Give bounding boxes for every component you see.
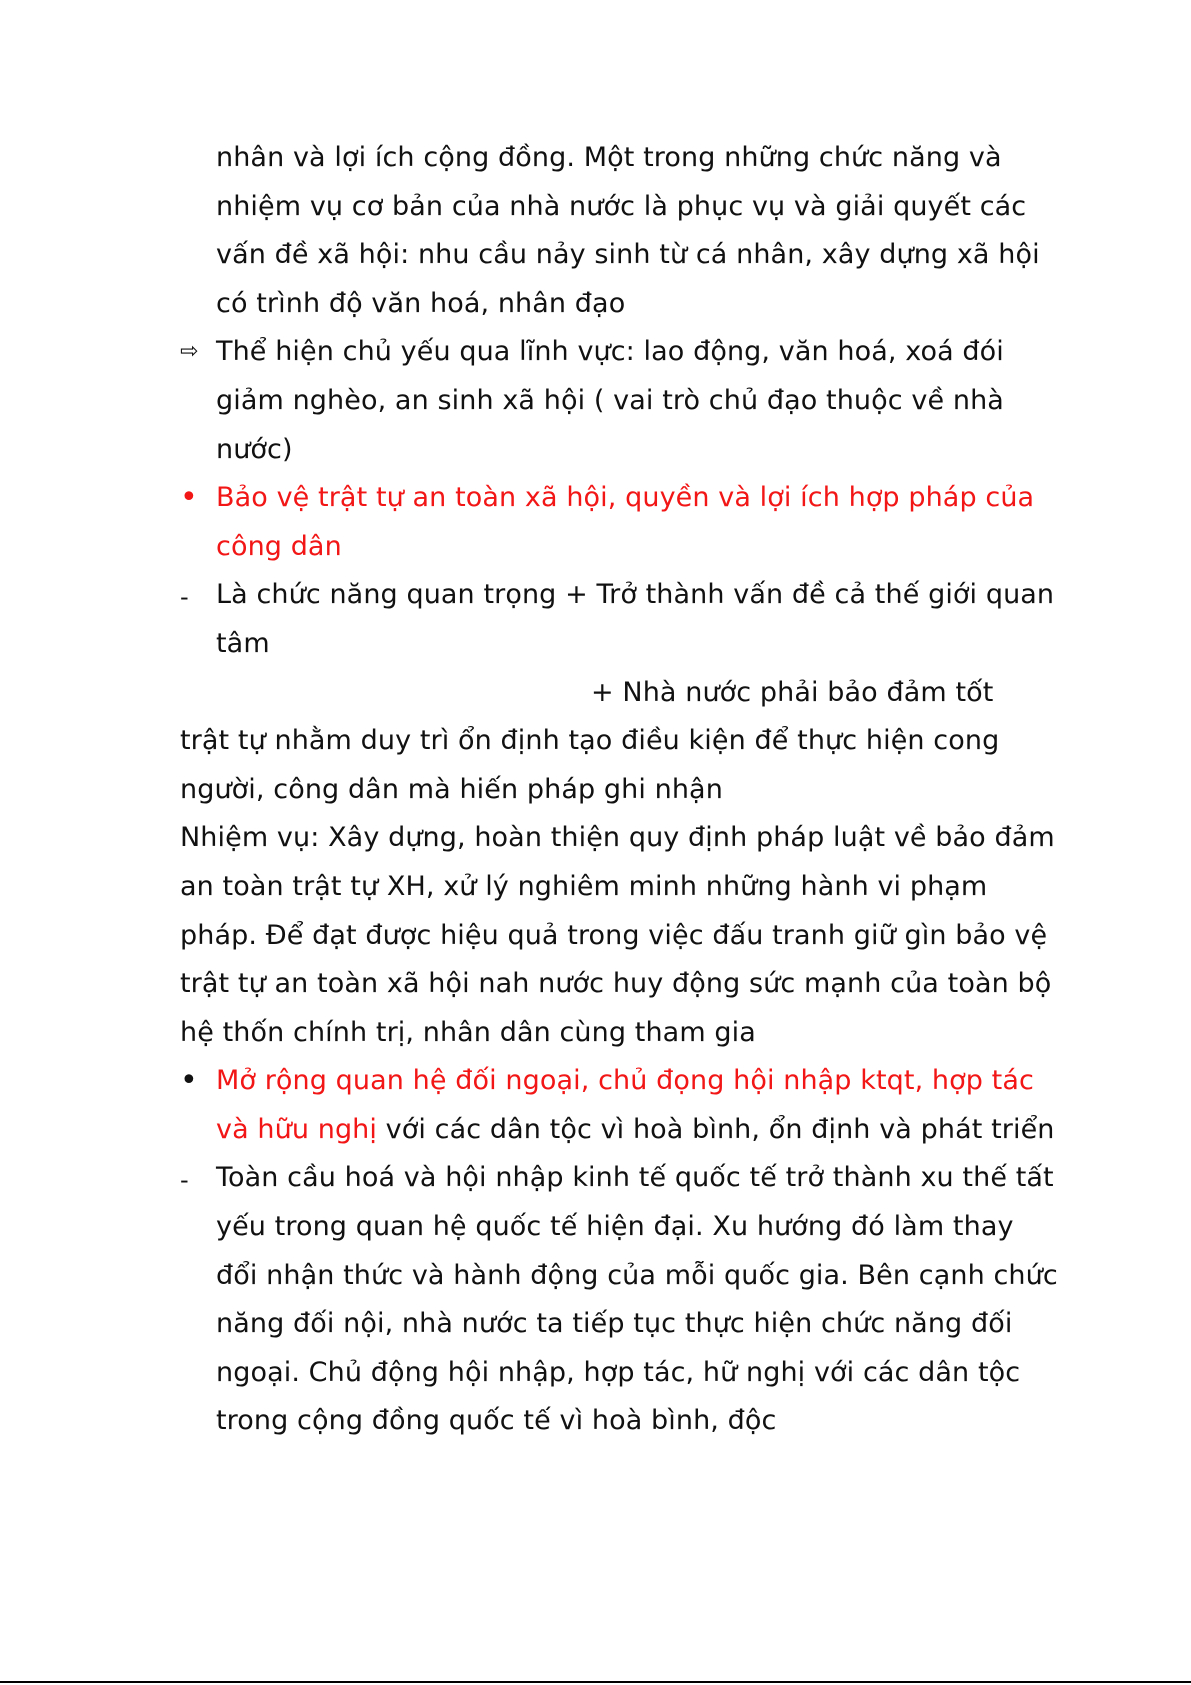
dash-item-text: Toàn cầu hoá và hội nhập kinh tế quốc tế trở thành xu thế tất yếu trong quan hệ quốc tế hiện đại. Xu hướng đó làm thay đổi nhận thức và hành động của mỗi quốc gia. Bên cạnh chức năng đối nội, nhà nước ta tiếp tục thực hiện chức năng đối ngoại. Chủ động hội nhập, hợp tác, hữ nghị với các dân tộc trong cộng đồng quốc tế vì hoà bình, độc (216, 1162, 1058, 1437)
bullet-heading-text: Bảo vệ trật tự an toàn xã hội, quyền và lợi ích hợp pháp của công dân (216, 482, 1035, 562)
dash-list-item (180, 571, 1060, 668)
tabbed-line-text: + Nhà nước phải bảo đảm tốt (591, 676, 994, 708)
paragraph-body (180, 717, 1060, 814)
paragraph-continuation (180, 134, 1060, 328)
bullet-heading-red-text: Mở rộng quan hệ đối ngoại, chủ đọng hội nhập ktqt, hợp tác và hữu nghị (216, 1065, 1034, 1145)
paragraph-text: trật tự nhằm duy trì ổn định tạo điều kiện để thực hiện cong người, công dân mà hiến pháp ghi nhận (180, 725, 1000, 805)
tabbed-line (180, 669, 1060, 718)
bullet-heading-security (180, 474, 1060, 571)
document-body (180, 134, 1060, 1446)
arrow-item-text: Thể hiện chủ yếu qua lĩnh vực: lao động, văn hoá, xoá đói giảm nghèo, an sinh xã hội ( vai trò chủ đạo thuộc về nhà nước) (216, 336, 1004, 465)
dash-icon: - (180, 583, 189, 612)
dash-item-text: Là chức năng quan trọng + Trở thành vấn đề cả thế giới quan tâm (216, 579, 1055, 659)
arrow-icon: ⇨ (180, 339, 199, 365)
page-bottom-rule (0, 1681, 1191, 1683)
paragraph-text: nhân và lợi ích cộng đồng. Một trong những chức năng và nhiệm vụ cơ bản của nhà nước là phục vụ và giải quyết các vấn đề xã hội: nhu cầu nảy sinh từ cá nhân, xây dựng xã hội có trình độ văn hoá, nhân đạo (216, 142, 1040, 319)
bullet-icon: • (180, 1063, 198, 1099)
bullet-heading-normal-text: với các dân tộc vì hoà bình, ổn định và phát triển (377, 1113, 1055, 1145)
arrow-list-item (180, 328, 1060, 474)
dash-icon: - (180, 1166, 189, 1195)
paragraph-text: Nhiệm vụ: Xây dựng, hoàn thiện quy định pháp luật về bảo đảm an toàn trật tự XH, xử lý nghiêm minh những hành vi phạm pháp. Để đạt được hiệu quả trong việc đấu tranh giữ gìn bảo vệ trật tự an toàn xã hội nah nước huy động sức mạnh của toàn bộ hệ thốn chính trị, nhân dân cùng tham gia (180, 822, 1055, 1048)
paragraph-tasks (180, 814, 1060, 1057)
dash-list-item (180, 1154, 1060, 1446)
bullet-heading-foreign-relations (180, 1057, 1060, 1154)
bullet-icon: • (180, 480, 198, 516)
